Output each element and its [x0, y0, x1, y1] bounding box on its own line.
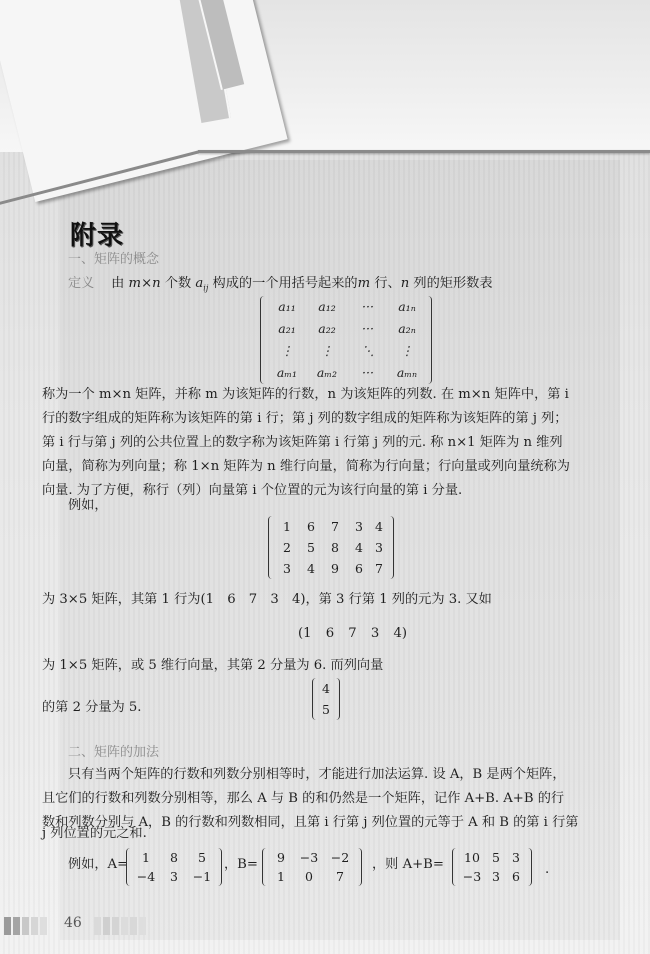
- example-addition-prefix: 例如，A=: [68, 857, 129, 872]
- footer-decoration-bars: [4, 917, 47, 935]
- paragraph-line: 行的数字组成的矩阵称为该矩阵的第 i 行；第 j 列的数字组成的矩阵称为该矩阵的第 j 列；: [42, 411, 568, 426]
- footer-decoration-bars: [94, 917, 146, 935]
- paragraph-line: 向量. 为了方便，称行（列）向量第 i 个位置的元为该行向量的第 i 分量.: [42, 483, 463, 498]
- matrix-A: 1 8 5 −4 3 −1: [126, 848, 222, 886]
- paragraph-line: 只有当两个矩阵的行数和列数分别相等时，才能进行加法运算. 设 A，B 是两个矩阵，: [68, 767, 566, 782]
- definition-line: 定义 由 m×n 个数 $a_{ij}$ 构成的一个用括号起来的m 行、n 列的矩形数表: [68, 276, 493, 293]
- header-divider: [198, 150, 650, 153]
- paragraph-line: 为 1×5 矩阵，或 5 维行向量，其第 2 分量为 6. 而列向量: [42, 658, 384, 673]
- paragraph-line: 数和列数分别与 A，B 的行数和列数相同，且第 i 行第 j 列位置的元等于 A 和 B 的第 i 行第: [42, 815, 579, 830]
- paragraph-line: 且它们的行数和列数分别相等，那么 A 与 B 的和仍然是一个矩阵，记作 A+B. A+B 的行: [42, 791, 565, 806]
- paragraph-line: 称为一个 m×n 矩阵，并称 m 为该矩阵的行数，n 为该矩阵的列数. 在 m×n 矩阵中，第 i: [42, 387, 569, 402]
- paragraph-line: 第 i 行与第 j 列的公共位置上的数字称为该矩阵第 i 行第 j 列的元. 称 n×1 矩阵为 n 维列: [42, 435, 563, 450]
- matrix-B: 9 −3 −2 1 0 7: [262, 848, 362, 886]
- row-vector: (1 6 7 3 4): [298, 626, 408, 641]
- section-heading-2: 二、矩阵的加法: [68, 745, 160, 760]
- paragraph-line: 向量，简称为列向量；称 1×n 矩阵为 n 维行向量，简称为行向量；行向量或列向量统称为: [42, 459, 570, 474]
- end-punctuation: .: [545, 862, 550, 877]
- definition-label: 定义: [68, 276, 95, 291]
- b-label: ，B=: [224, 857, 258, 872]
- page-title: 附录: [70, 221, 125, 251]
- section-heading-1: 一、矩阵的概念: [68, 252, 160, 267]
- example-label: 例如，: [68, 498, 108, 513]
- paragraph-line: 为 3×5 矩阵，其第 1 行为(1 6 7 3 4)，第 3 行第 1 列的元为 3. 又如: [42, 592, 492, 607]
- sum-label: ，则 A+B=: [372, 857, 444, 872]
- paragraph-line: j 列位置的元之和.: [42, 826, 147, 841]
- example-matrix-3x5: 1 6 7 3 4 2 5 8 4 3 3 4 9 6 7: [268, 516, 394, 579]
- page-number: 46: [64, 915, 82, 931]
- matrix-sum: 10 5 3 −3 3 6: [452, 848, 532, 886]
- general-matrix: a₁₁ a₁₂ ··· a₁ₙ a₂₁ a₂₂ ··· a₂ₙ ⋮ ⋮ ⋱ ⋮ aₘ₁ aₘ₂ ··· aₘₙ: [260, 296, 432, 384]
- column-vector: 4 5: [312, 678, 340, 720]
- paragraph-line: 的第 2 分量为 5.: [42, 700, 142, 715]
